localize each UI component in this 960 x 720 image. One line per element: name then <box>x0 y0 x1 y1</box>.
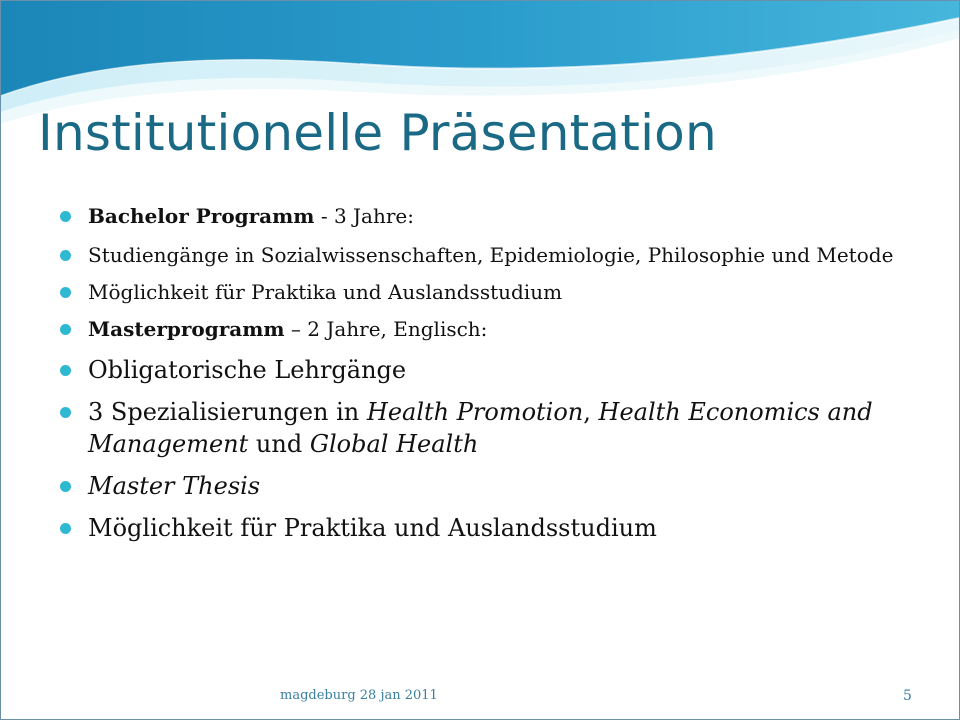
bullet-text: 3 Spezialisierungen in <box>88 398 367 426</box>
bullet-dot-icon <box>60 250 71 261</box>
bullet-text: Health Economics and Management <box>88 398 873 458</box>
bullet-text: - 3 Jahre: <box>314 204 414 228</box>
bullet-dot-icon <box>60 407 71 418</box>
slide-title: Institutionelle Präsentation <box>38 104 717 162</box>
page-number: 5 <box>903 688 912 704</box>
bullet-dot-icon <box>60 324 71 335</box>
bullet-item <box>60 470 920 502</box>
slide-footer: magdeburg 28 jan 2011 <box>280 688 438 703</box>
bullet-item <box>60 280 920 305</box>
bullet-text: Health Promotion <box>366 398 584 426</box>
bullet-dot-icon <box>60 211 71 222</box>
bullet-item <box>60 243 920 268</box>
bullet-text: Obligatorische Lehrgänge <box>88 356 407 384</box>
bullet-text: und <box>248 430 310 458</box>
bullet-text: , <box>583 398 599 426</box>
bullet-dot-icon <box>60 481 71 492</box>
bullet-text: Bachelor Programm <box>88 204 315 228</box>
bullet-text: Global Health <box>309 430 479 458</box>
bullet-item <box>60 317 920 342</box>
bullet-dot-icon <box>60 365 71 376</box>
bullet-text: Studiengänge in Sozialwissenschaften, Epidemiologie, Philosophie und Metode <box>88 243 894 267</box>
bullet-item <box>60 512 920 544</box>
bullet-item <box>60 204 920 229</box>
bullet-item <box>60 396 920 460</box>
bullet-text: Masterprogramm <box>88 317 285 341</box>
bullet-text: – 2 Jahre, Englisch: <box>284 317 488 341</box>
bullet-dot-icon <box>60 523 71 534</box>
bullet-dot-icon <box>60 287 71 298</box>
bullet-text: Möglichkeit für Praktika und Auslandsstudium <box>88 280 563 304</box>
bullet-text: Master Thesis <box>88 472 261 500</box>
bullet-text: Möglichkeit für Praktika und Auslandsstudium <box>88 514 657 542</box>
bullet-item <box>60 354 920 386</box>
bullet-list <box>60 204 920 554</box>
